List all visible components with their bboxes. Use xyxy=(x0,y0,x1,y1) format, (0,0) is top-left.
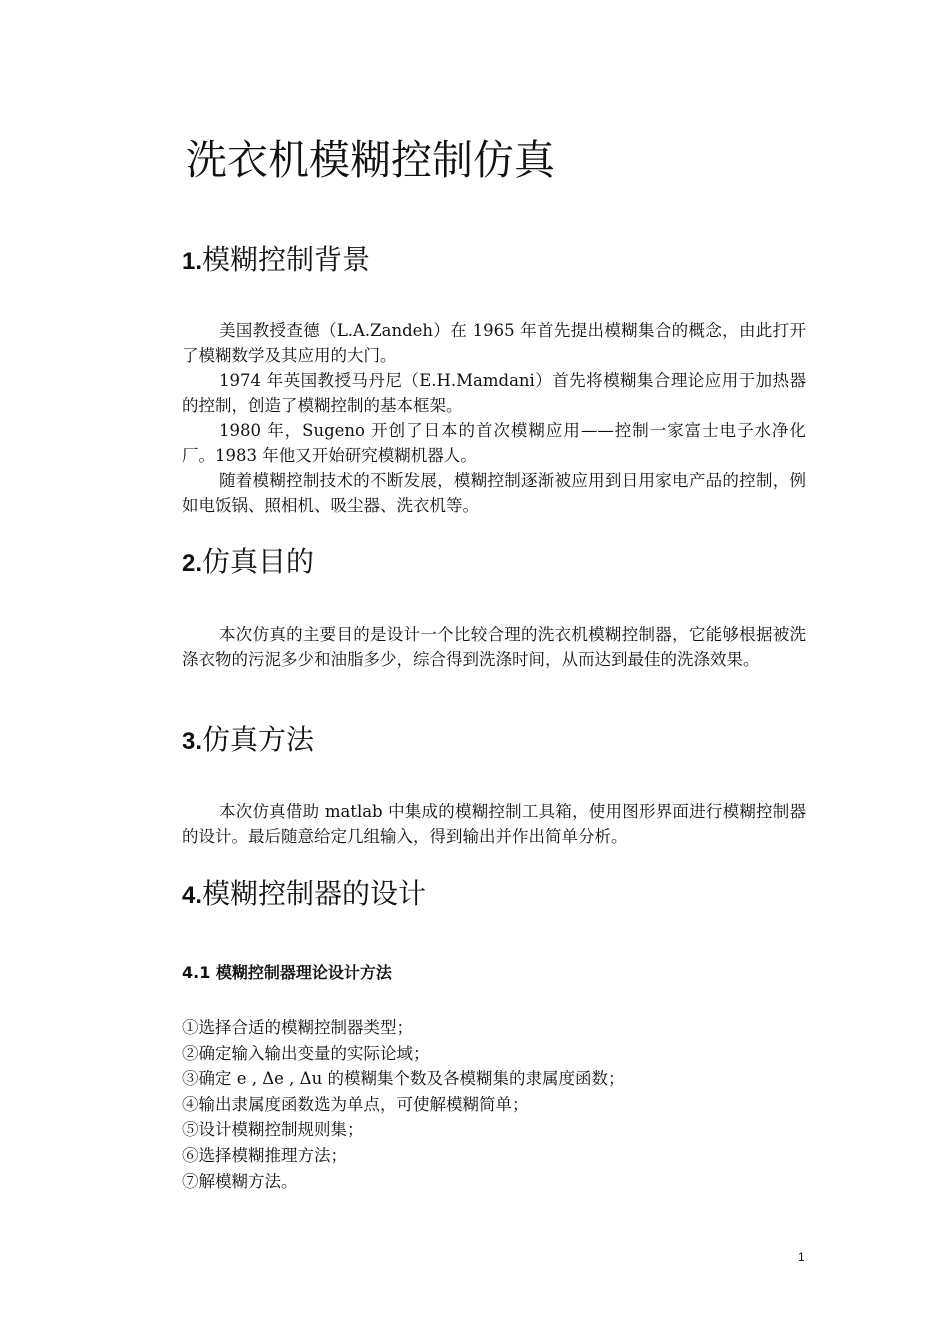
section-4-heading xyxy=(182,876,426,914)
paragraph: 美国教授查德（L.A.Zandeh）在 1965 年首先提出模糊集合的概念，由此打开了模糊数学及其应用的大门。 xyxy=(182,321,806,365)
section-number: 2. xyxy=(182,550,203,577)
paragraph: 本次仿真借助 matlab 中集成的模糊控制工具箱，使用图形界面进行模糊控制器的设计。最后随意给定几组输入，得到输出并作出简单分析。 xyxy=(182,802,806,846)
section-3-heading xyxy=(182,722,314,760)
list-item: ⑤设计模糊控制规则集； xyxy=(182,1120,364,1140)
paragraph: 本次仿真的主要目的是设计一个比较合理的洗衣机模糊控制器，它能够根据被洗涤衣物的污泥多少和油脂多少，综合得到洗涤时间，从而达到最佳的洗涤效果。 xyxy=(182,625,806,669)
section-1-heading xyxy=(182,242,370,280)
page-number: 1 xyxy=(798,1250,805,1264)
list-item: ①选择合适的模糊控制器类型； xyxy=(182,1018,413,1037)
list-item: ③确定 e , Δe , Δu 的模糊集个数及各模糊集的隶属度函数； xyxy=(182,1069,625,1089)
section-number: 1. xyxy=(182,248,203,275)
list-item: ⑦解模糊方法。 xyxy=(182,1171,298,1191)
paragraph: 随着模糊控制技术的不断发展，模糊控制逐渐被应用到日用家电产品的控制，例如电饭锅、照相机、吸尘器、洗衣机等。 xyxy=(182,471,806,515)
design-steps-list xyxy=(182,1015,624,1194)
section-2-heading xyxy=(182,544,314,582)
section-title: 模糊控制器的设计 xyxy=(202,877,427,910)
document-title: 洗衣机模糊控制仿真 xyxy=(186,136,555,184)
subsection-heading: 4.1 模糊控制器理论设计方法 xyxy=(182,963,392,982)
list-item: ⑥选择模糊推理方法； xyxy=(182,1145,347,1165)
section-title: 仿真目的 xyxy=(202,545,315,578)
section-title: 仿真方法 xyxy=(202,723,315,756)
section-number: 3. xyxy=(182,728,203,755)
section-number: 4. xyxy=(182,882,203,909)
list-item: ④输出隶属度函数选为单点，可使解模糊简单； xyxy=(182,1094,529,1114)
section-title: 模糊控制背景 xyxy=(202,243,371,276)
paragraph: 1980 年，Sugeno 开创了日本的首次模糊应用——控制一家富士电子水净化厂。1983 年他又开始研究模糊机器人。 xyxy=(182,421,806,465)
list-item: ②确定输入输出变量的实际论域； xyxy=(182,1043,430,1063)
paragraph: 1974 年英国教授马丹尼（E.H.Mamdani）首先将模糊集合理论应用于加热器的控制，创造了模糊控制的基本框架。 xyxy=(182,371,806,415)
